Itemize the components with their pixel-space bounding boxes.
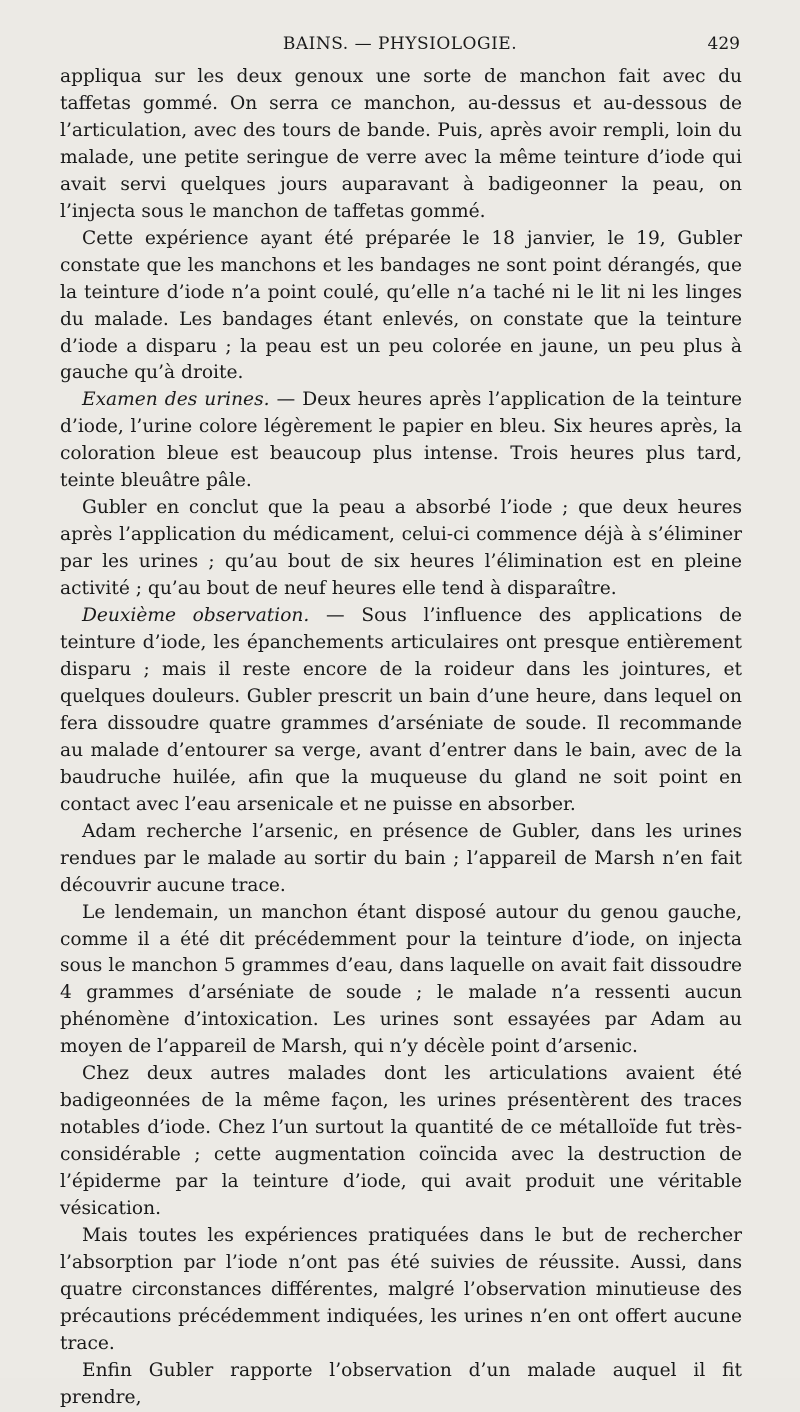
paragraph-text: Gubler en conclut que la peau a absorbé l’iode ; que deux heures après l’application du médicament, celui-ci commence déjà à s’éliminer par les urines ; qu’au bout de six heures l’élimination est en pleine activité ; qu’au bout de neuf heures elle tend à disparaître. [60,497,742,600]
page-header [60,34,740,58]
paragraph [60,1358,742,1412]
running-title: BAINS. — PHYSIOLOGIE. [282,34,518,54]
paragraph [60,900,742,1062]
paragraph [60,226,742,388]
paragraph-text: appliqua sur les deux genoux une sorte de manchon fait avec du taffetas gommé. On serra ce manchon, au-dessus et au-dessous de l’articulation, avec des tours de bande. Puis, après avoir rempli, loin du malade, une petite seringue de verre avec la même teinture d’iode qui avait servi quelques jours auparavant à badigeonner la peau, on l’injecta sous le manchon de taffetas gommé. [60,66,742,222]
paragraph-text: Cette expérience ayant été préparée le 18 janvier, le 19, Gubler constate que les manchons et les bandages ne sont point dérangés, que la teinture d’iode n’a point coulé, qu’elle n’a taché ni le lit ni les linges du malade. Les bandages étant enlevés, on constate que la teinture d’iode a disparu ; la peau est un peu colorée en jaune, un peu plus à gauche qu’à droite. [60,227,742,384]
paragraph [60,64,742,226]
paragraph-text: — Sous l’influence des applications de teinture d’iode, les épanchements articulaires ont presque entièrement disparu ; mais il reste encore de la roideur dans les jointures, et quelques douleurs. Gubler prescrit un bain d’une heure, dans lequel on fera dissoudre quatre grammes d’arséniate de soude. Il recommande au malade d’entourer sa verge, avant d’entrer dans le bain, avec de la baudruche huilée, afin que la muqueuse du gland ne soit point en contact avec l’eau arsenicale et ne puisse en absorber. [60,605,742,815]
paragraph [60,1061,742,1223]
paragraph-lead: Deuxième observation. [82,605,310,627]
page-number: 429 [707,34,740,54]
paragraph-text: Le lendemain, un manchon étant disposé autour du genou gauche, comme il a été dit précédemment pour la teinture d’iode, on injecta sous le manchon 5 grammes d’eau, dans laquelle on avait fait dissoudre 4 grammes d’arséniate de soude ; le malade n’a ressenti aucun phénomène d’intoxication. Les urines sont essayées par Adam au moyen de l’appareil de Marsh, qui n’y décèle point d’arsenic. [60,901,742,1058]
body-text [60,64,742,1412]
paragraph [60,1223,742,1358]
paragraph [60,819,742,900]
paragraph-text: Chez deux autres malades dont les articulations avaient été badigeonnées de la même façon, les urines présentèrent des traces notables d’iode. Chez l’un surtout la quantité de ce métalloïde fut très-considérable ; cette augmentation coïncida avec la destruction de l’épiderme par la teinture d’iode, qui avait produit une véritable vésication. [60,1063,742,1220]
paragraph-text: Mais toutes les expériences pratiquées dans le but de rechercher l’absorption par l’iode n’ont pas été suivies de réussite. Aussi, dans quatre circonstances différentes, malgré l’observation minutieuse des précautions précédemment indiquées, les urines n’en ont offert aucune trace. [60,1224,742,1354]
paragraph-text: — Deux heures après l’application de la teinture d’iode, l’urine colore légèrement le papier en bleu. Six heures après, la coloration bleue est beaucoup plus intense. Trois heures plus tard, teinte bleuâtre pâle. [60,389,742,492]
paragraph-text: Adam recherche l’arsenic, en présence de Gubler, dans les urines rendues par le malade au sortir du bain ; l’appareil de Marsh n’en fait découvrir aucune trace. [60,820,742,896]
paragraph-text: Enfin Gubler rapporte l’observation d’un malade auquel il fit prendre, [60,1359,742,1408]
paragraph-lead: Examen des urines. [82,389,270,411]
paragraph [60,495,742,603]
paragraph [60,387,742,495]
paragraph [60,603,742,819]
